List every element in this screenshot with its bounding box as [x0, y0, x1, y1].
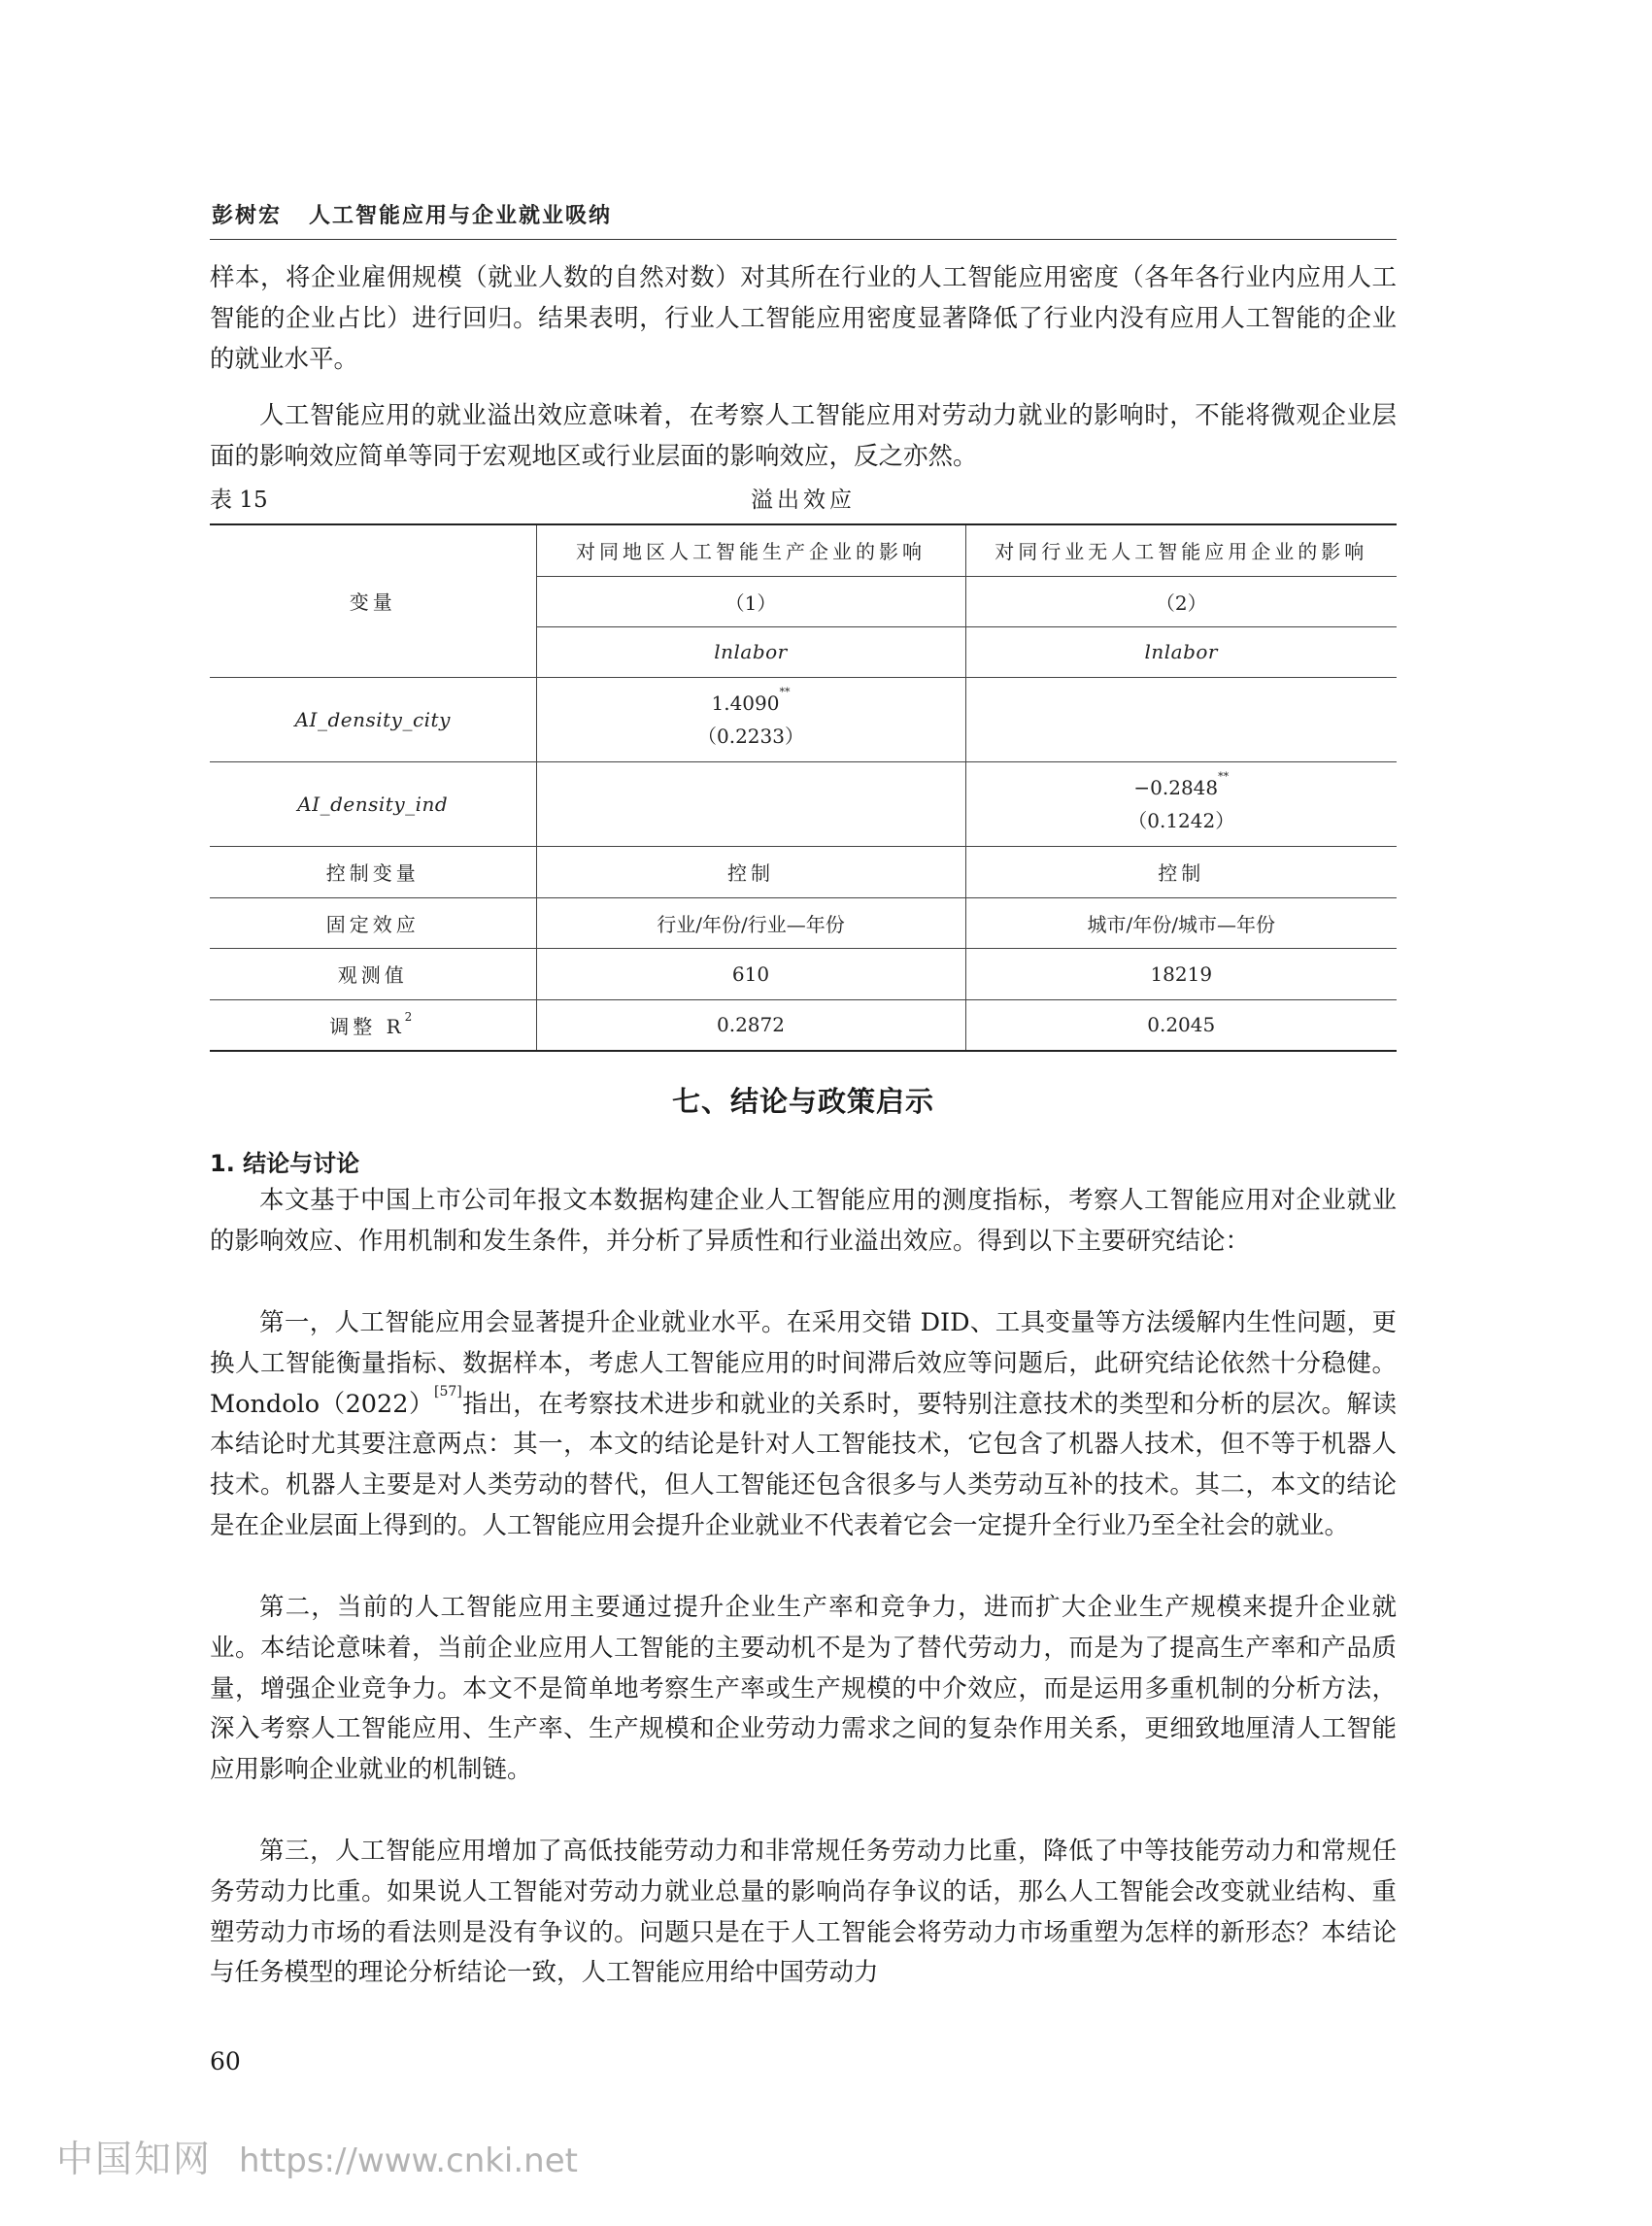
table-row	[210, 761, 1397, 846]
table-row	[210, 524, 1397, 576]
table-title: 溢出效应	[751, 488, 856, 513]
fixed-effects-col1: 行业/年份/行业—年份	[536, 897, 965, 948]
cell-ai-density-ind-col2	[965, 761, 1397, 846]
row-label-observations: 观测值	[210, 948, 536, 999]
table-row	[210, 846, 1397, 897]
table-row	[210, 948, 1397, 999]
row-label-adjusted-r2: 调整 $R^2$	[210, 999, 536, 1051]
paragraph-summary: 本文基于中国上市公司年报文本数据构建企业人工智能应用的测度指标，考察人工智能应用对企业就业的影响效应、作用机制和发生条件，并分析了异质性和行业溢出效应。得到以下主要研究结论：	[210, 1186, 1397, 1256]
col2-number: （2）	[965, 576, 1397, 626]
subsection-title: 1. 结论与讨论	[210, 1150, 360, 1177]
paragraph-finding-1: 第一，人工智能应用会显著提升企业就业水平。在采用交错 DID、工具变量等方法缓解内生性问题，更换人工智能衡量指标、数据样本，考虑人工智能应用的时间滞后效应等问题后，此研究结论依然十分稳健。Mondolo（2022）[57]指出，在考察技术进步和就业的关系时，要特别注意技术的类型和分析的层次。解读本结论时尤其要注意两点：其一，本文的结论是针对人工智能技术，它包含了机器人技术，但不等于机器人技术。机器人主要是对人类劳动的替代，但人工智能还包含很多与人类劳动互补的技术。其二，本文的结论是在企业层面上得到的。人工智能应用会提升企业就业不代表着它会一定提升全行业乃至全社会的就业。	[210, 1308, 1397, 1540]
header-rule	[210, 239, 1397, 240]
controls-col1: 控制	[536, 846, 965, 897]
significance-stars: **	[779, 685, 791, 698]
cell-empty	[536, 761, 965, 846]
variable-header: 变量	[210, 524, 536, 677]
citation-marker: [57]	[434, 1383, 462, 1400]
significance-stars: **	[1218, 769, 1230, 783]
table-row	[210, 677, 1397, 761]
running-head	[212, 199, 612, 229]
section-title: 七、结论与政策启示	[671, 1085, 934, 1118]
watermark	[56, 2129, 578, 2182]
watermark-url: https://www.cnki.net	[239, 2142, 578, 2180]
row-label-fixed-effects: 固定效应	[210, 897, 536, 948]
row-label-ai-density-city: AI_density_city	[210, 677, 536, 761]
cell-empty	[965, 677, 1397, 761]
observations-col1: 610	[536, 948, 965, 999]
paragraph-spillover: 人工智能应用的就业溢出效应意味着，在考察人工智能应用对劳动力就业的影响时，不能将微观企业层面的影响效应简单等同于宏观地区或行业层面的影响效应，反之亦然。	[210, 401, 1397, 471]
adjusted-r2-col2: 0.2045	[965, 999, 1397, 1051]
row-label-ai-density-ind: AI_density_ind	[210, 761, 536, 846]
row-label-controls: 控制变量	[210, 846, 536, 897]
col1-header: 对同地区人工智能生产企业的影响	[536, 524, 965, 576]
table-label: 表 15	[210, 488, 268, 513]
coefficient-value: 1.4090**	[711, 685, 791, 715]
cell-ai-density-city-col1	[536, 677, 965, 761]
observations-col2: 18219	[965, 948, 1397, 999]
paragraph-continued: 样本，将企业雇佣规模（就业人数的自然对数）对其所在行业的人工智能应用密度（各年各行业内应用人工智能的企业占比）进行回归。结果表明，行业人工智能应用密度显著降低了行业内没有应用人工智能的企业的就业水平。	[210, 263, 1397, 374]
header-title: 人工智能应用与企业就业吸纳	[309, 204, 613, 228]
standard-error: （0.2233）	[697, 724, 804, 748]
col2-dependent-variable: lnlabor	[965, 626, 1397, 677]
watermark-name: 中国知网	[56, 2138, 213, 2180]
paragraph-finding-2: 第二，当前的人工智能应用主要通过提升企业生产率和竞争力，进而扩大企业生产规模来提升企业就业。本结论意味着，当前企业应用人工智能的主要动机不是为了替代劳动力，而是为了提高生产率和产品质量，增强企业竞争力。本文不是简单地考察生产率或生产规模的中介效应，而是运用多重机制的分析方法，深入考察人工智能应用、生产率、生产规模和企业劳动力需求之间的复杂作用关系，更细致地厘清人工智能应用影响企业就业的机制链。	[210, 1593, 1397, 1785]
coefficient-value: −0.2848**	[1133, 769, 1230, 799]
table-caption	[210, 486, 1397, 515]
page-number: 60	[210, 2047, 241, 2075]
adjusted-r2-col1: 0.2872	[536, 999, 965, 1051]
col1-dependent-variable: lnlabor	[536, 626, 965, 677]
paragraph-finding-3: 第三，人工智能应用增加了高低技能劳动力和非常规任务劳动力比重，降低了中等技能劳动力和常规任务劳动力比重。如果说人工智能对劳动力就业总量的影响尚存争议的话，那么人工智能会改变就业结构、重塑劳动力市场的看法则是没有争议的。问题只是在于人工智能会将劳动力市场重塑为怎样的新形态？本结论与任务模型的理论分析结论一致，人工智能应用给中国劳动力	[210, 1837, 1397, 1988]
header-author: 彭树宏	[212, 204, 283, 228]
fixed-effects-col2: 城市/年份/城市—年份	[965, 897, 1397, 948]
standard-error: （0.1242）	[1128, 808, 1235, 832]
spillover-table	[210, 523, 1397, 1052]
col1-number: （1）	[536, 576, 965, 626]
controls-col2: 控制	[965, 846, 1397, 897]
col2-header: 对同行业无人工智能应用企业的影响	[965, 524, 1397, 576]
table-row	[210, 999, 1397, 1051]
table-row	[210, 897, 1397, 948]
